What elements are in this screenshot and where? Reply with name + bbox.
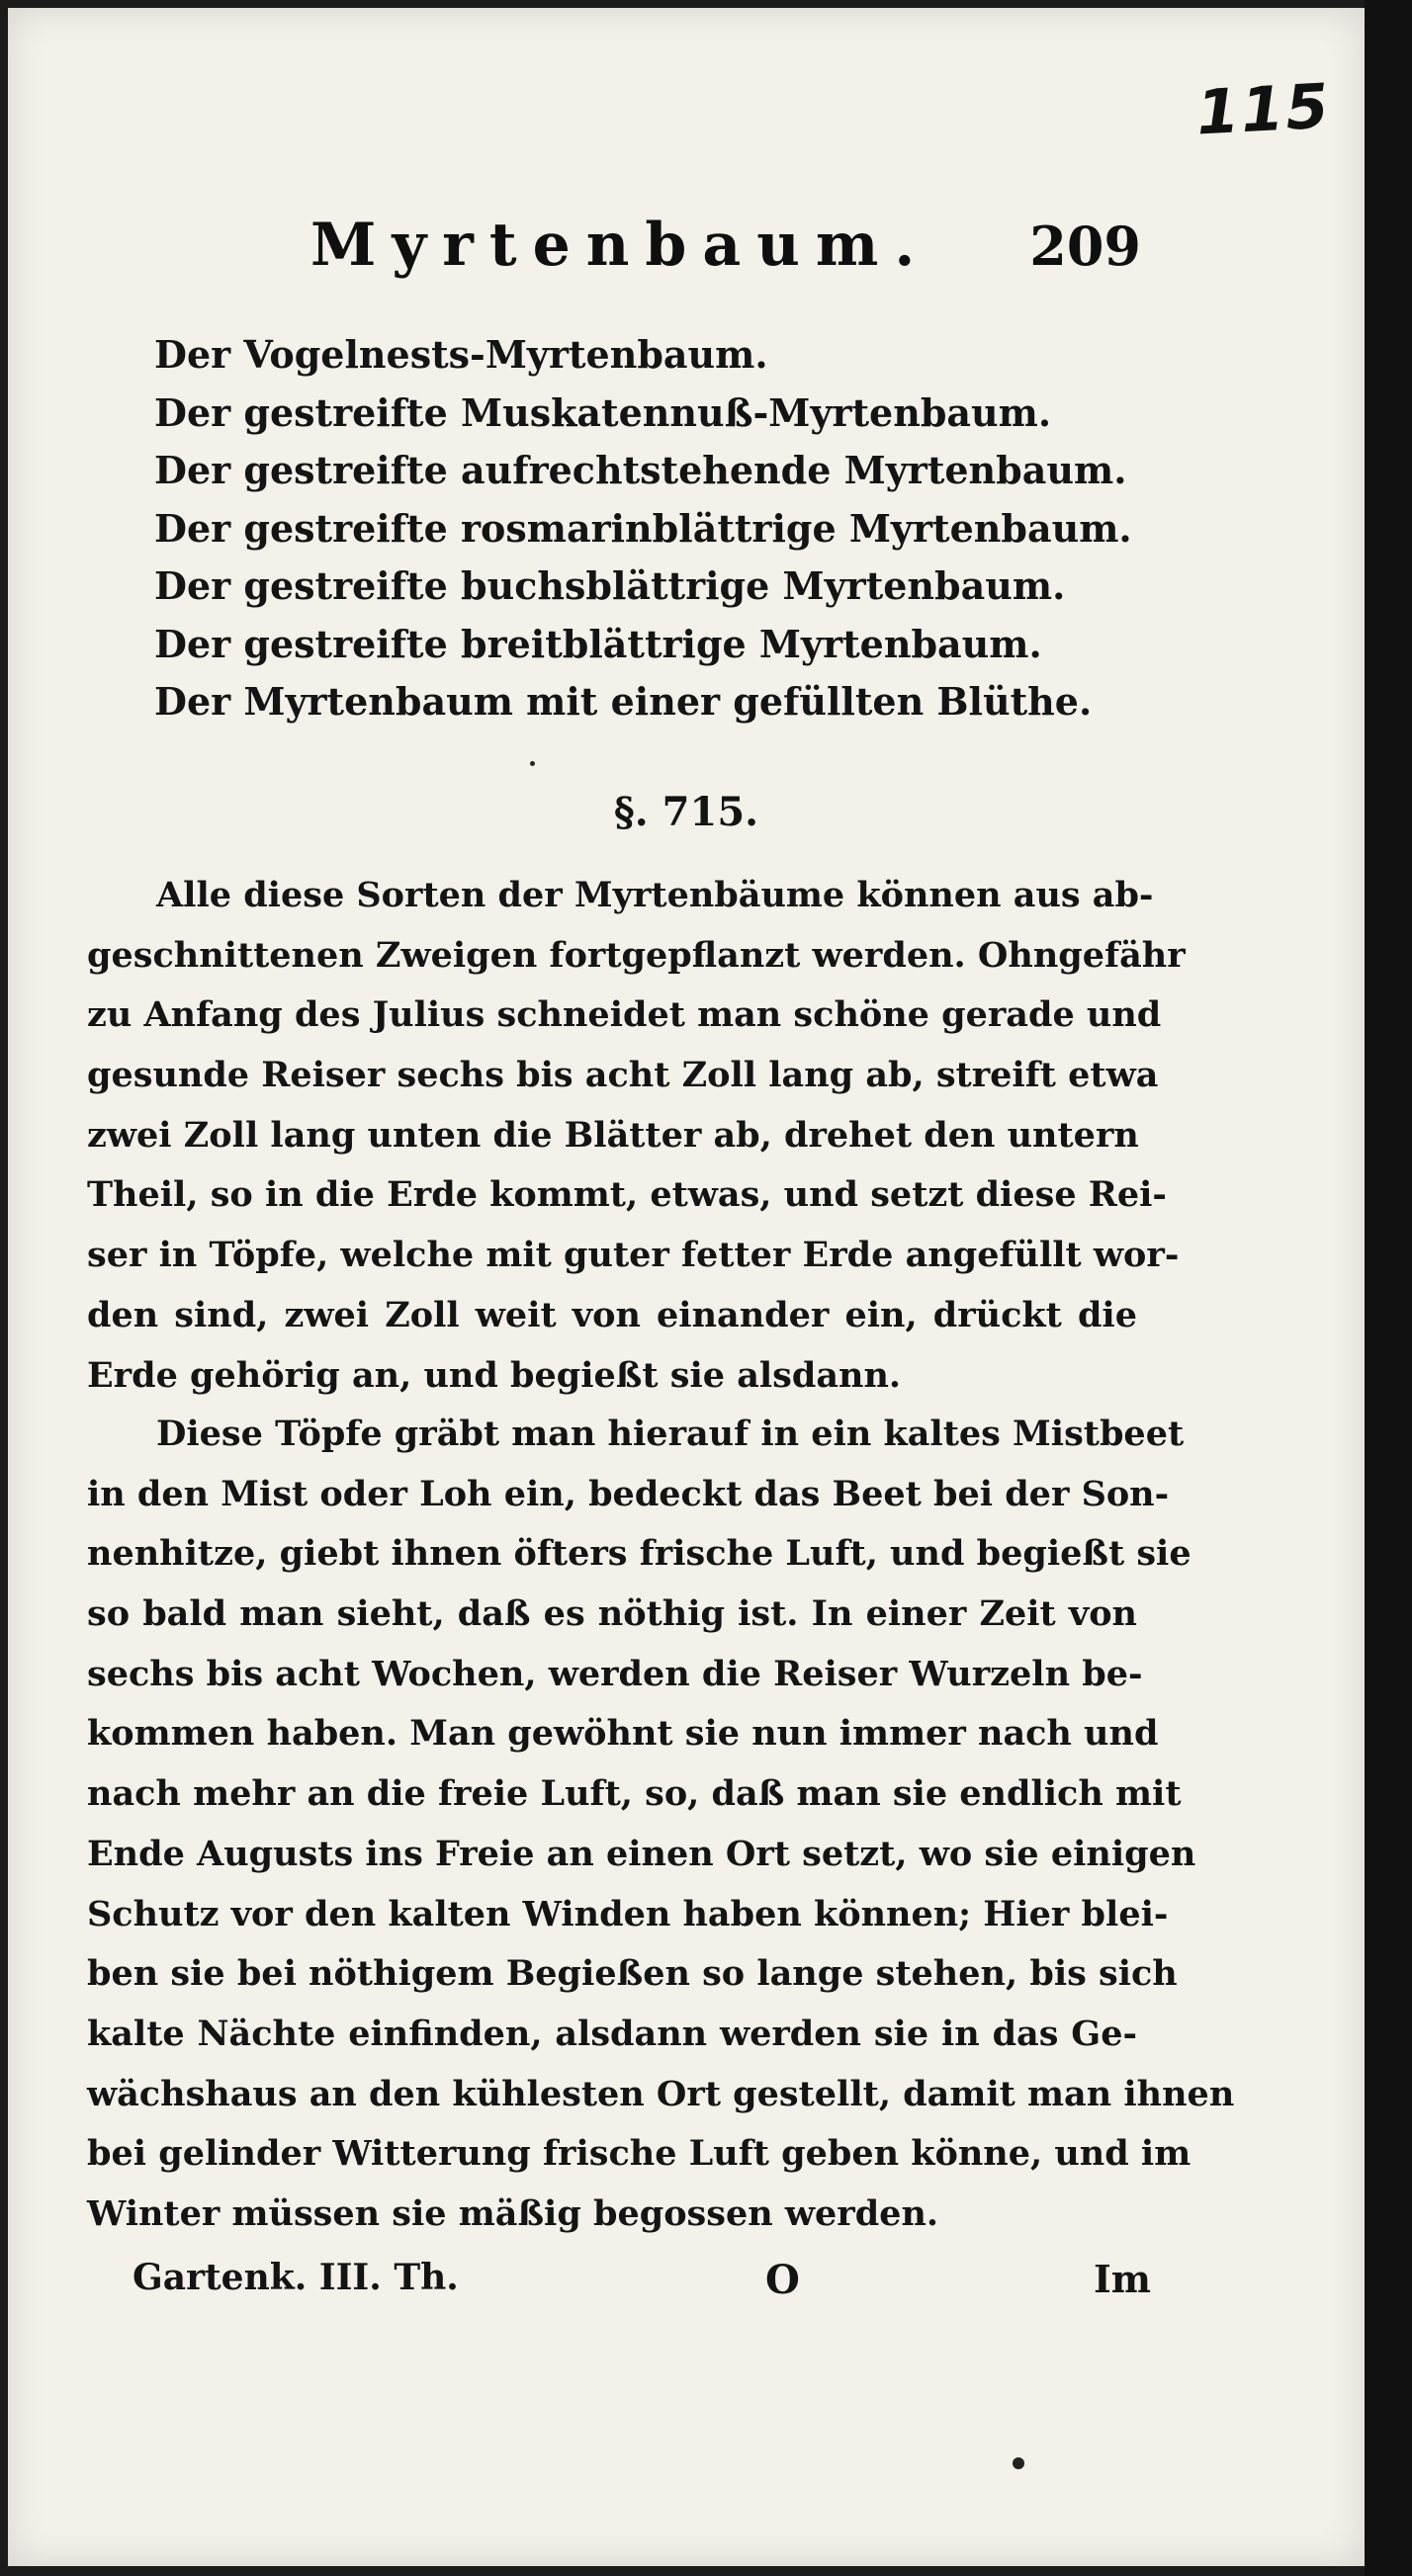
paragraph-propagation bbox=[87, 866, 1186, 1406]
text-line: Erde gehörig an, und begießt sie alsdann. bbox=[87, 1354, 902, 1396]
text-line: kalte Nächte einfinden, alsdann werden sie in das Ge- bbox=[87, 2013, 1137, 2054]
text-line: geschnittenen Zweigen fortgepflanzt werden. Ohngefähr bbox=[87, 934, 1186, 976]
text-line: Theil, so in die Erde kommt, etwas, und setzt diese Rei- bbox=[87, 1174, 1167, 1216]
handwritten-folio-number: 115 bbox=[1194, 69, 1333, 149]
page-footer bbox=[132, 2257, 1151, 2316]
variety-item: Der gestreifte Muskatennuß-Myrtenbaum. bbox=[154, 389, 1052, 435]
variety-item: Der Myrtenbaum mit einer gefüllten Blüthe. bbox=[154, 679, 1093, 724]
text-line: den sind, zwei Zoll weit von einander ein, drückt die bbox=[87, 1294, 1137, 1335]
ink-speck bbox=[530, 761, 535, 766]
text-line: so bald man sieht, daß es nöthig ist. In einer Zeit von bbox=[87, 1593, 1137, 1635]
text-line: nenhitze, giebt ihnen öfters frische Luft, und begießt sie bbox=[87, 1533, 1191, 1575]
section-heading: §. 715. bbox=[613, 789, 759, 835]
page-number: 209 bbox=[1029, 215, 1141, 278]
running-title: Myrtenbaum. bbox=[310, 211, 931, 280]
text-line: zu Anfang des Julius schneidet man schöne gerade und bbox=[87, 994, 1162, 1036]
footer-note: Gartenk. III. Th. bbox=[132, 2257, 459, 2298]
text-line: Ende Augusts ins Freie an einen Ort setzt, wo sie einigen bbox=[87, 1833, 1196, 1874]
text-line: bei gelinder Witterung frische Luft geben könne, und im bbox=[87, 2133, 1191, 2175]
text-line: Alle diese Sorten der Myrtenbäume können aus ab- bbox=[156, 875, 1154, 915]
text-line: wächshaus an den kühlesten Ort gestellt, damit man ihnen bbox=[87, 2073, 1235, 2114]
text-line: ser in Töpfe, welche mit guter fetter Erde angefüllt wor- bbox=[87, 1235, 1180, 1276]
signature-mark: O bbox=[765, 2257, 800, 2303]
variety-item: Der gestreifte rosmarinblättrige Myrtenbaum. bbox=[154, 505, 1132, 551]
variety-list bbox=[154, 326, 1202, 731]
text-line: Winter müssen sie mäßig begossen werden. bbox=[87, 2192, 939, 2234]
variety-item: Der gestreifte aufrechtstehende Myrtenbaum. bbox=[154, 448, 1127, 492]
paragraph-care bbox=[87, 1405, 1235, 2245]
text-line: sechs bis acht Wochen, werden die Reiser Wurzeln be- bbox=[87, 1653, 1143, 1694]
book-page bbox=[8, 8, 1365, 2566]
text-line: Diese Töpfe gräbt man hierauf in ein kaltes Mistbeet bbox=[156, 1414, 1185, 1454]
variety-item: Der gestreifte breitblättrige Myrtenbaum. bbox=[154, 621, 1042, 666]
text-line: Schutz vor den kalten Winden haben können; Hier blei- bbox=[87, 1893, 1169, 1934]
variety-item: Der Vogelnests-Myrtenbaum. bbox=[154, 332, 768, 377]
running-head bbox=[310, 211, 1141, 290]
text-line: zwei Zoll lang unten die Blätter ab, drehet den untern bbox=[87, 1114, 1139, 1156]
text-line: nach mehr an die freie Luft, so, daß man sie endlich mit bbox=[87, 1773, 1182, 1815]
scan-border bbox=[1365, 0, 1412, 2576]
text-line: ben sie bei nöthigem Begießen so lange stehen, bis sich bbox=[87, 1953, 1178, 1995]
catchword: Im bbox=[1094, 2257, 1151, 2301]
text-line: kommen haben. Man gewöhnt sie nun immer nach und bbox=[87, 1713, 1159, 1755]
text-line: in den Mist oder Loh ein, bedeckt das Beet bei der Son- bbox=[87, 1473, 1170, 1514]
ink-speck bbox=[1013, 2457, 1024, 2469]
variety-item: Der gestreifte buchsblättrige Myrtenbaum. bbox=[154, 563, 1066, 608]
text-line: gesunde Reiser sechs bis acht Zoll lang ab, streift etwa bbox=[87, 1055, 1159, 1096]
